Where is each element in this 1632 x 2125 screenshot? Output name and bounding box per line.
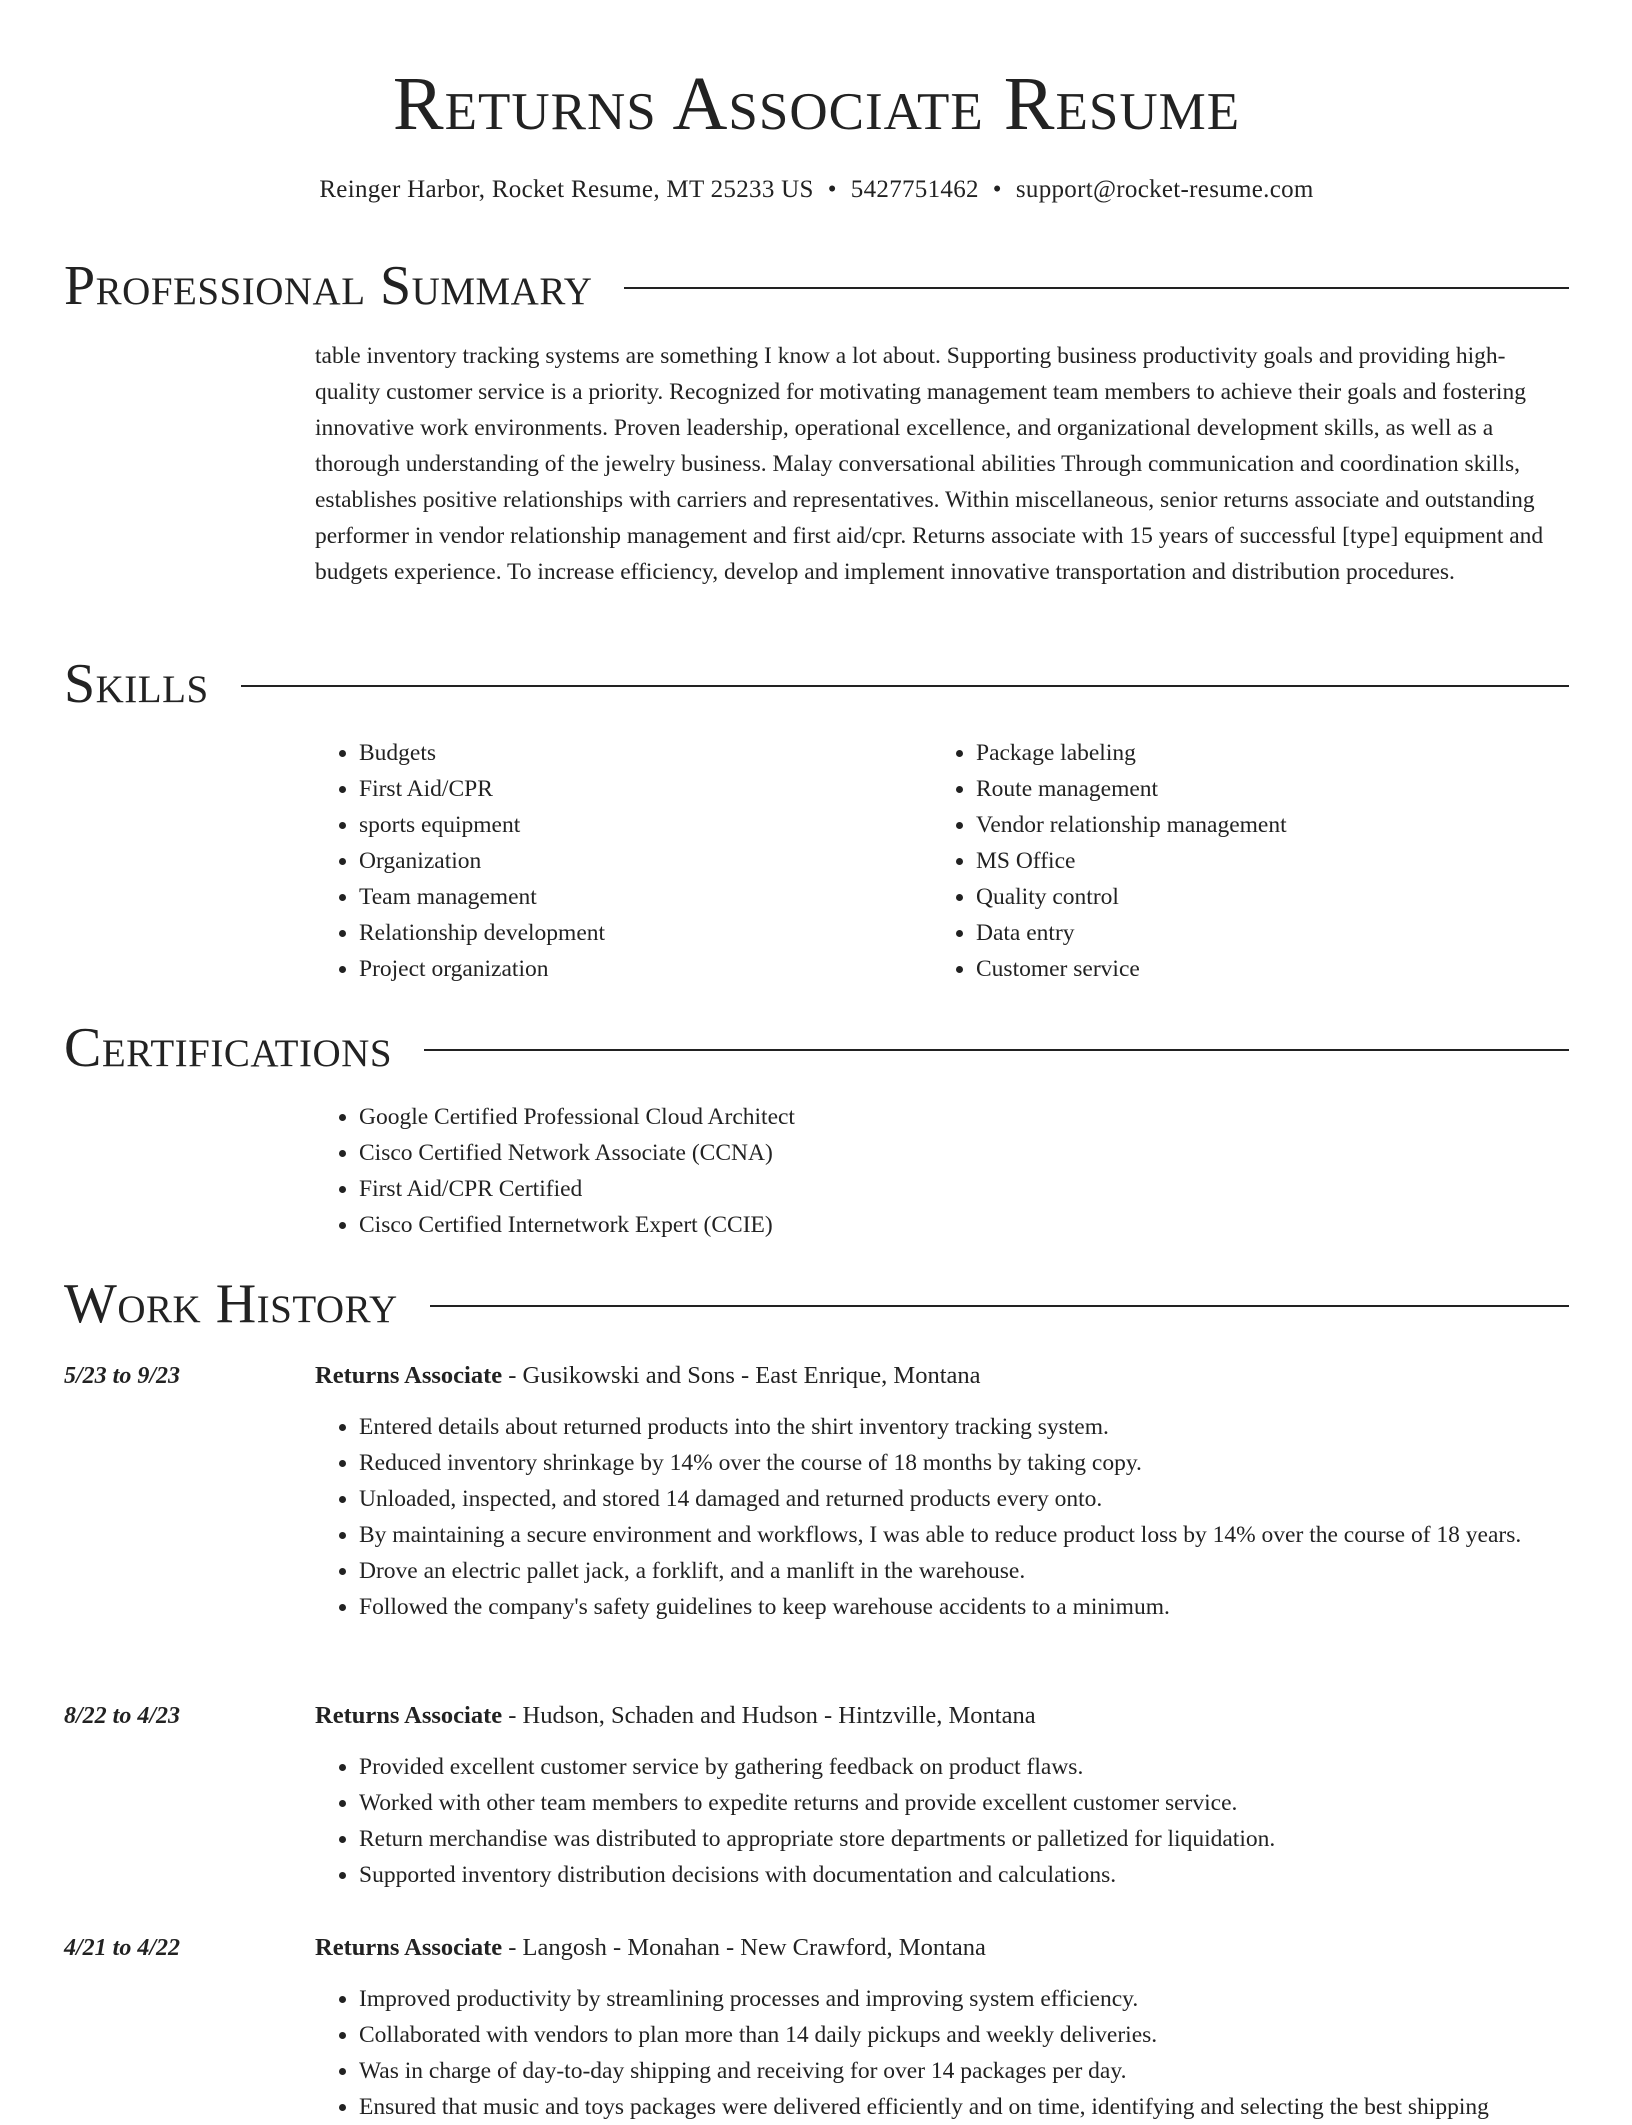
summary-section-header — [64, 254, 1569, 318]
skill-item: • Package labeling — [976, 735, 1532, 771]
job-bullet: • Provided excellent customer service by gathering feedback on product flaws. — [359, 1749, 1569, 1785]
skill-item: • Budgets — [359, 735, 915, 771]
contact-line — [64, 172, 1569, 208]
contact-separator: • — [992, 176, 1002, 203]
job-bullet: • Supported inventory distribution decisions with documentation and calculations. — [359, 1857, 1569, 1893]
skills-list-left — [315, 735, 915, 987]
contact-phone: 5427751462 — [850, 176, 979, 203]
skill-item: • Vendor relationship management — [976, 807, 1532, 843]
skills-left-column — [315, 735, 915, 987]
skill-item: • First Aid/CPR — [359, 771, 915, 807]
section-divider — [430, 1305, 1569, 1307]
certification-item: • Cisco Certified Network Associate (CCNA) — [359, 1135, 1569, 1171]
certification-item: • First Aid/CPR Certified — [359, 1171, 1569, 1207]
job-bullet: • Worked with other team members to expedite returns and provide excellent customer service. — [359, 1785, 1569, 1821]
skill-item: • Data entry — [976, 915, 1532, 951]
skills-heading: Skills — [64, 653, 209, 715]
certifications-list — [315, 1099, 1569, 1243]
job-bullet: • Return merchandise was distributed to appropriate store departments or palletized for liquidation. — [359, 1821, 1569, 1857]
job-bullet: • Entered details about returned products into the shirt inventory tracking system. — [359, 1409, 1569, 1445]
job-header — [315, 1698, 1036, 1734]
work-heading: Work History — [64, 1273, 398, 1335]
skill-item: • Relationship development — [359, 915, 915, 951]
skill-item: • Customer service — [976, 951, 1532, 987]
job-dates: 5/23 to 9/23 — [64, 1363, 181, 1389]
job-bullets — [315, 1409, 1569, 1625]
job-bullet: • By maintaining a secure environment and workflows, I was able to reduce product loss by 14% over the course of 18 years. — [359, 1517, 1569, 1553]
work-section-header — [64, 1272, 1569, 1336]
skills-list-right — [932, 735, 1532, 987]
job-dates: 4/21 to 4/22 — [64, 1935, 181, 1961]
job-header — [315, 1930, 986, 1966]
contact-address: Reinger Harbor, Rocket Resume, MT 25233 US — [319, 176, 814, 203]
skill-item: • MS Office — [976, 843, 1532, 879]
section-divider — [624, 287, 1569, 289]
job-employer: - Gusikowski and Sons - East Enrique, Montana — [502, 1362, 981, 1389]
certifications-section-header — [64, 1016, 1569, 1080]
job-bullet-list — [315, 1981, 1569, 2125]
skill-item: • Project organization — [359, 951, 915, 987]
skill-item: • Organization — [359, 843, 915, 879]
job-bullet: • Drove an electric pallet jack, a forklift, and a manlift in the warehouse. — [359, 1553, 1569, 1589]
summary-text: table inventory tracking systems are something I know a lot about. Supporting business productivity goals and providing high-quality customer service is a priority. Recognized for motivating management team members to achieve their goals and fostering innovative work environments. Proven leadership, operational excellence, and organizational development skills, as well as a thorough understanding of the jewelry business. Malay conversational abilities Through communication and coordination skills, establishes positive relationships with carriers and representatives. Within miscellaneous, senior returns associate and outstanding performer in vendor relationship management and first aid/cpr. Returns associate with 15 years of successful [type] equipment and budgets experience. To increase efficiency, develop and implement innovative transportation and distribution procedures. — [315, 343, 1544, 585]
job-title: Returns Associate — [315, 1362, 503, 1389]
summary-heading: Professional Summary — [64, 255, 593, 317]
job-dates: 8/22 to 4/23 — [64, 1703, 181, 1729]
certifications-heading: Certifications — [64, 1017, 393, 1079]
skills-right-column — [932, 735, 1532, 987]
job-bullet-list — [315, 1409, 1569, 1625]
job-title: Returns Associate — [315, 1702, 503, 1729]
job-bullet: • Ensured that music and toys packages were delivered efficiently and on time, identifying and selecting the best shipping — [359, 2089, 1569, 2125]
skill-item: • Route management — [976, 771, 1532, 807]
job-bullet: • Reduced inventory shrinkage by 14% over the course of 18 months by taking copy. — [359, 1445, 1569, 1481]
skill-item: • Team management — [359, 879, 915, 915]
skills-section-header — [64, 652, 1569, 716]
job-bullet-list — [315, 1749, 1569, 1893]
job-bullet: • Followed the company's safety guidelines to keep warehouse accidents to a minimum. — [359, 1589, 1569, 1625]
skill-item: • sports equipment — [359, 807, 915, 843]
resume-title: Returns Associate Resume — [392, 62, 1241, 146]
certification-item: • Cisco Certified Internetwork Expert (CCIE) — [359, 1207, 1569, 1243]
section-divider — [424, 1049, 1569, 1051]
contact-email: support@rocket-resume.com — [1015, 176, 1314, 203]
job-bullets — [315, 1749, 1569, 1893]
job-employer: - Hudson, Schaden and Hudson - Hintzville, Montana — [502, 1702, 1036, 1729]
job-bullet: • Collaborated with vendors to plan more than 14 daily pickups and weekly deliveries. — [359, 2017, 1569, 2053]
job-bullets — [315, 1981, 1569, 2125]
section-divider — [241, 685, 1569, 687]
certification-item: • Google Certified Professional Cloud Architect — [359, 1099, 1569, 1135]
certifications-block — [315, 1099, 1569, 1243]
skill-item: • Quality control — [976, 879, 1532, 915]
contact-separator: • — [827, 176, 837, 203]
job-bullet: • Improved productivity by streamlining processes and improving system efficiency. — [359, 1981, 1569, 2017]
job-title: Returns Associate — [315, 1934, 503, 1961]
job-employer: - Langosh - Monahan - New Crawford, Montana — [502, 1934, 986, 1961]
job-bullet: • Unloaded, inspected, and stored 14 damaged and returned products every onto. — [359, 1481, 1569, 1517]
job-header — [315, 1358, 981, 1394]
job-bullet: • Was in charge of day-to-day shipping and receiving for over 14 packages per day. — [359, 2053, 1569, 2089]
